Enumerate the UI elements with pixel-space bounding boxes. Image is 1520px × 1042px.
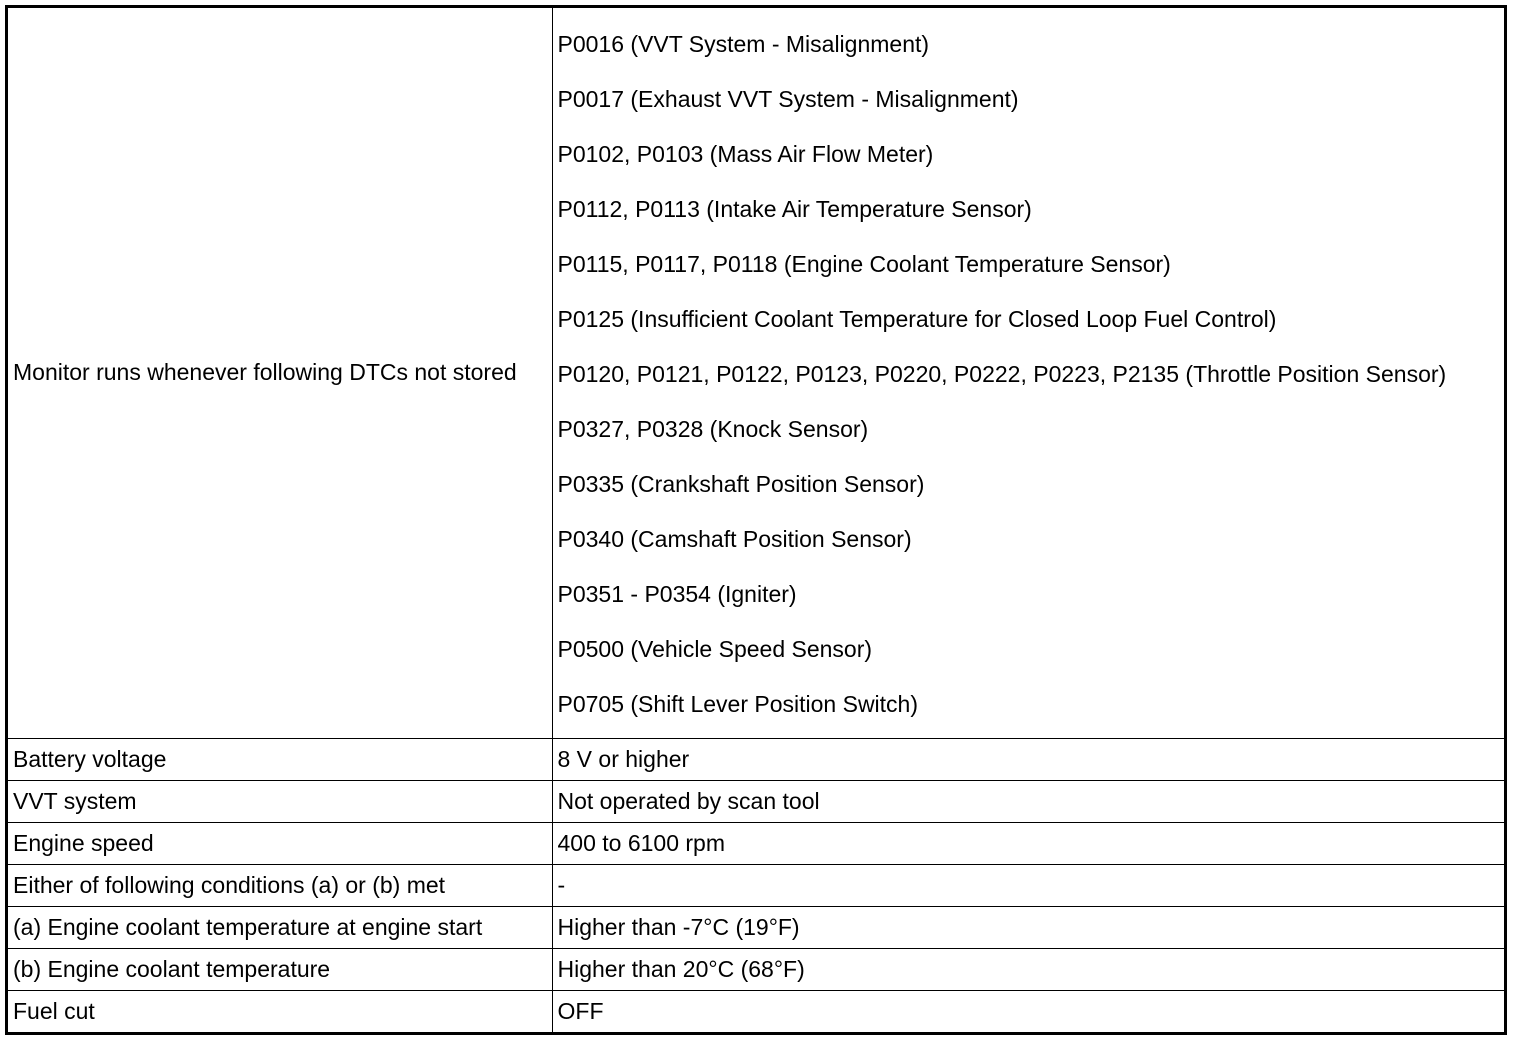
- row-item-label: (b) Engine coolant temperature: [8, 948, 552, 990]
- row-item-value: Higher than 20°C (68°F): [552, 948, 1504, 990]
- dtc-item: P0705 (Shift Lever Position Switch): [557, 691, 919, 718]
- row-item-label: Either of following conditions (a) or (b) met: [8, 864, 552, 906]
- dtc-item: P0125 (Insufficient Coolant Temperature for Closed Loop Fuel Control): [557, 306, 1277, 333]
- row-item-label: Engine speed: [8, 822, 552, 864]
- dtc-item: P0016 (VVT System - Misalignment): [557, 31, 930, 58]
- dtc-item: P0102, P0103 (Mass Air Flow Meter): [557, 141, 934, 168]
- dtc-item: P0120, P0121, P0122, P0123, P0220, P0222, P0223, P2135 (Throttle Position Sensor): [557, 361, 1447, 388]
- row-item-label: Fuel cut: [8, 990, 552, 1032]
- dtc-list-cell: [552, 8, 1504, 738]
- row-item-label: VVT system: [8, 780, 552, 822]
- monitor-label-cell: Monitor runs whenever following DTCs not stored: [8, 8, 552, 738]
- row-item-value: 8 V or higher: [552, 738, 1504, 780]
- table-row: [8, 822, 1504, 864]
- row-item-value: Higher than -7°C (19°F): [552, 906, 1504, 948]
- dtc-item: P0340 (Camshaft Position Sensor): [557, 526, 912, 553]
- dtc-item: P0115, P0117, P0118 (Engine Coolant Temperature Sensor): [557, 251, 1171, 278]
- row-item-value: 400 to 6100 rpm: [552, 822, 1504, 864]
- dtc-item: P0351 - P0354 (Igniter): [557, 581, 797, 608]
- row-item-label: Battery voltage: [8, 738, 552, 780]
- dtc-item: P0335 (Crankshaft Position Sensor): [557, 471, 925, 498]
- row-item-value: OFF: [552, 990, 1504, 1032]
- row-item-label: (a) Engine coolant temperature at engine start: [8, 906, 552, 948]
- conditions-table-frame: [5, 5, 1507, 1035]
- table-row: [8, 990, 1504, 1032]
- dtc-item: P0112, P0113 (Intake Air Temperature Sensor): [557, 196, 1032, 223]
- row-item-value: -: [552, 864, 1504, 906]
- table-row-monitor: [8, 8, 1504, 738]
- dtc-item: P0017 (Exhaust VVT System - Misalignment): [557, 86, 1019, 113]
- conditions-table: [8, 8, 1504, 1032]
- table-row: [8, 738, 1504, 780]
- table-row: [8, 906, 1504, 948]
- row-item-value: Not operated by scan tool: [552, 780, 1504, 822]
- dtc-item: P0500 (Vehicle Speed Sensor): [557, 636, 873, 663]
- dtc-item: P0327, P0328 (Knock Sensor): [557, 416, 869, 443]
- table-row: [8, 948, 1504, 990]
- table-row: [8, 864, 1504, 906]
- table-row: [8, 780, 1504, 822]
